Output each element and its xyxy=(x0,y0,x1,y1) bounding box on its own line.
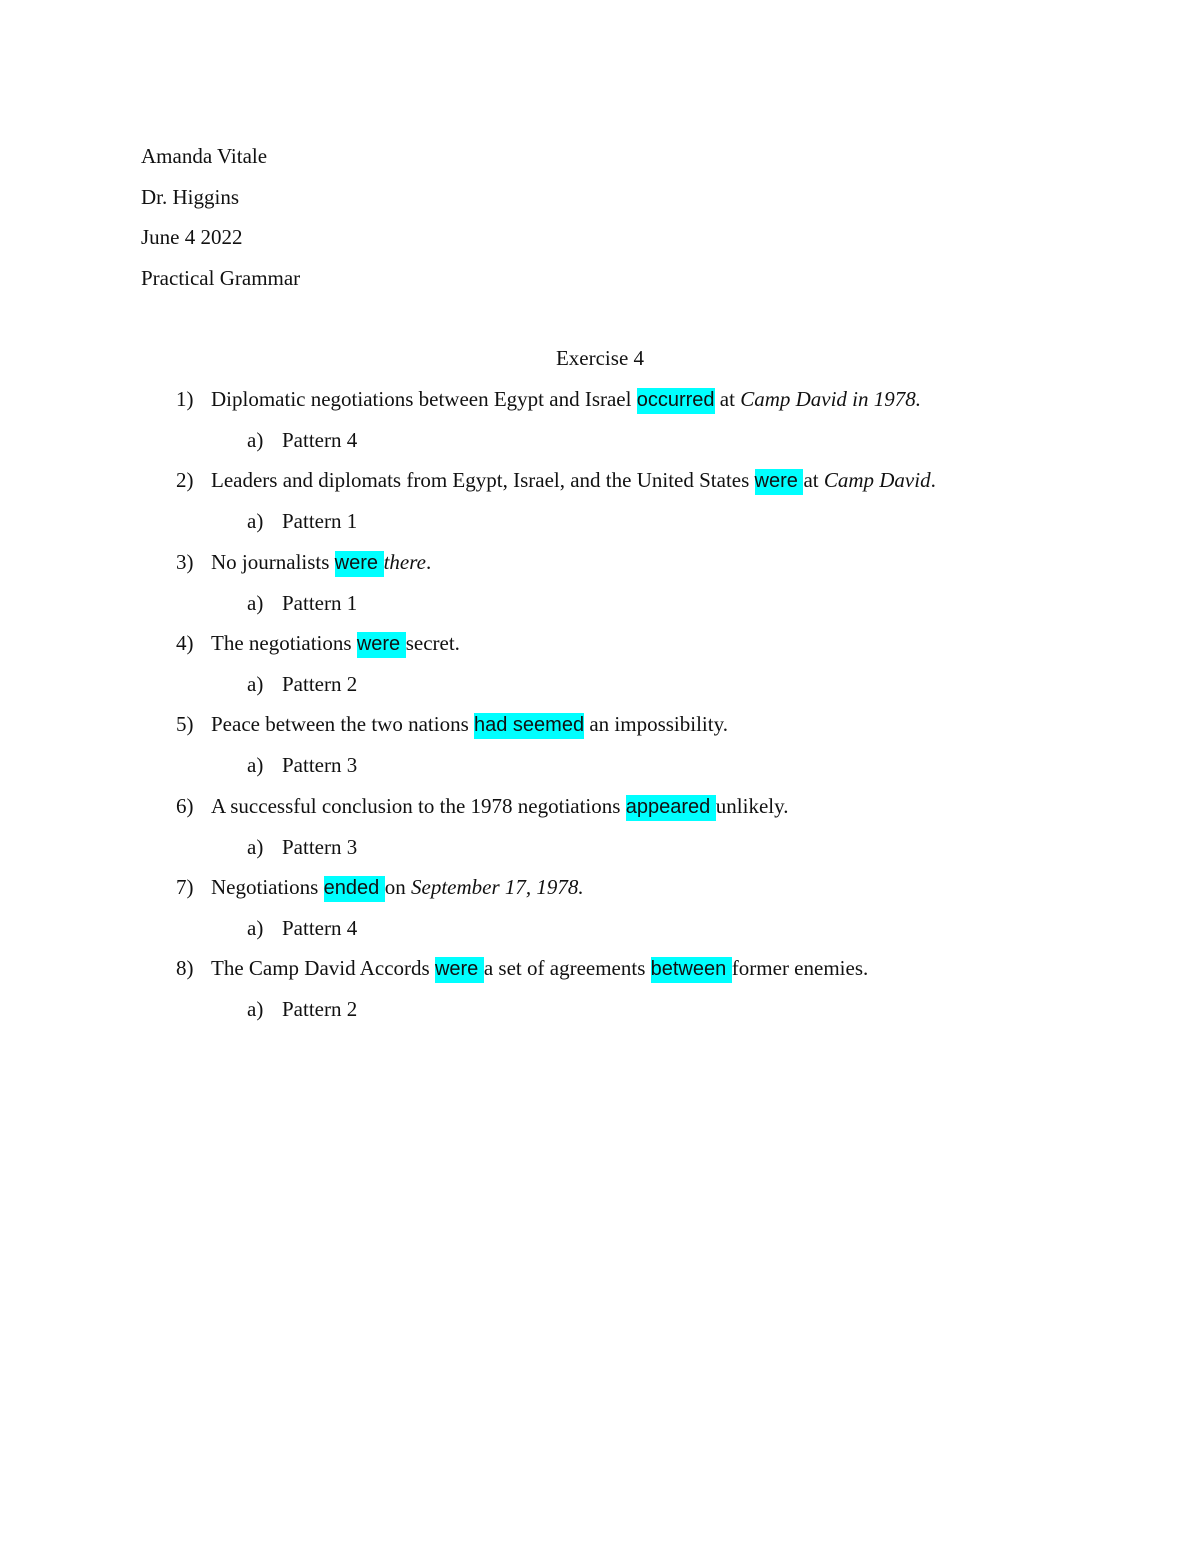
exercise-sentence xyxy=(211,550,431,575)
item-number: 1) xyxy=(176,387,194,411)
sentence-text: former enemies. xyxy=(731,956,869,980)
item-number: 6) xyxy=(176,794,194,818)
exercise-sentence xyxy=(211,712,728,737)
italic-phrase: September 17, 1978. xyxy=(411,875,584,899)
highlighted-verb: were xyxy=(435,957,484,983)
pattern-answer: Pattern 4 xyxy=(282,916,358,940)
answer-letter: a) xyxy=(247,591,264,615)
highlighted-verb: ended xyxy=(324,876,385,902)
pattern-answer: Pattern 1 xyxy=(282,509,358,533)
exercise-title: Exercise 4 xyxy=(555,346,645,370)
exercise-sentence xyxy=(211,468,936,493)
item-number: 7) xyxy=(176,875,194,899)
item-number: 3) xyxy=(176,550,194,574)
date: June 4 2022 xyxy=(141,225,243,249)
pattern-answer: Pattern 2 xyxy=(282,672,358,696)
italic-phrase: Camp David in 1978. xyxy=(740,387,922,411)
instructor-name: Dr. Higgins xyxy=(141,185,240,209)
sentence-text: an impossibility. xyxy=(584,712,728,736)
highlighted-verb: were xyxy=(335,551,384,577)
sentence-text: A successful conclusion to the 1978 negotiations xyxy=(211,794,626,818)
student-name: Amanda Vitale xyxy=(141,144,268,168)
sentence-text: Diplomatic negotiations between Egypt and Israel xyxy=(211,387,637,411)
highlighted-verb: were xyxy=(755,469,804,495)
pattern-answer: Pattern 4 xyxy=(282,428,358,452)
sentence-text: The Camp David Accords xyxy=(211,956,435,980)
pattern-answer: Pattern 1 xyxy=(282,591,358,615)
item-number: 4) xyxy=(176,631,194,655)
answer-letter: a) xyxy=(247,997,264,1021)
course-name: Practical Grammar xyxy=(141,266,301,290)
item-number: 5) xyxy=(176,712,194,736)
answer-letter: a) xyxy=(247,916,264,940)
sentence-text: No journalists xyxy=(211,550,335,574)
sentence-text: Leaders and diplomats from Egypt, Israel, and the United States xyxy=(211,468,755,492)
sentence-text: a set of agreements xyxy=(483,956,651,980)
answer-letter: a) xyxy=(247,509,264,533)
sentence-text: . xyxy=(425,550,432,574)
sentence-text: The negotiations xyxy=(211,631,357,655)
sentence-text: secret. xyxy=(405,631,460,655)
highlighted-verb: appeared xyxy=(626,795,716,821)
pattern-answer: Pattern 3 xyxy=(282,835,358,859)
sentence-text: at xyxy=(803,468,824,492)
answer-letter: a) xyxy=(247,835,264,859)
exercise-sentence xyxy=(211,875,584,900)
highlighted-verb: had seemed xyxy=(474,713,584,739)
sentence-text: unlikely. xyxy=(715,794,789,818)
pattern-answer: Pattern 3 xyxy=(282,753,358,777)
item-number: 8) xyxy=(176,956,194,980)
sentence-text: on xyxy=(384,875,411,899)
pattern-answer: Pattern 2 xyxy=(282,997,358,1021)
exercise-sentence xyxy=(211,956,868,981)
sentence-text: . xyxy=(930,468,936,492)
sentence-text: Negotiations xyxy=(211,875,324,899)
italic-phrase: there xyxy=(383,550,426,574)
answer-letter: a) xyxy=(247,428,264,452)
highlighted-verb: between xyxy=(651,957,732,983)
sentence-text: at xyxy=(714,387,741,411)
exercise-sentence xyxy=(211,794,789,819)
item-number: 2) xyxy=(176,468,194,492)
highlighted-verb: occurred xyxy=(637,388,715,414)
answer-letter: a) xyxy=(247,672,264,696)
answer-letter: a) xyxy=(247,753,264,777)
italic-phrase: Camp David xyxy=(823,468,931,492)
highlighted-verb: were xyxy=(357,632,406,658)
exercise-sentence xyxy=(211,387,921,412)
exercise-sentence xyxy=(211,631,460,656)
sentence-text: Peace between the two nations xyxy=(211,712,474,736)
